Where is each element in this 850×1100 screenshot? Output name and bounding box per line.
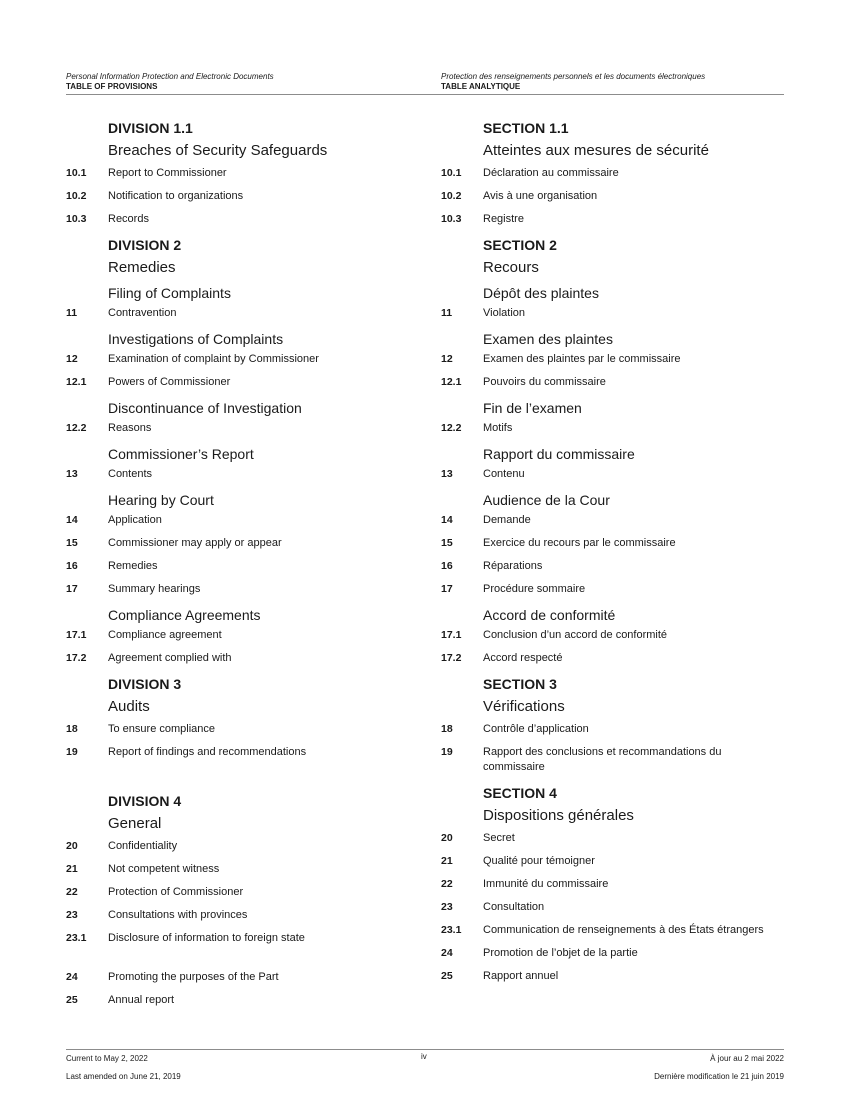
toc-item[interactable]	[66, 651, 396, 666]
section-number: 20	[66, 840, 78, 852]
subheading: Hearing by Court	[108, 492, 214, 508]
toc-item[interactable]	[66, 839, 396, 854]
section-number: 17.2	[441, 652, 462, 664]
section-label: Réparations	[483, 560, 543, 572]
subheading: Fin de l’examen	[483, 400, 582, 416]
toc-item[interactable]	[66, 352, 396, 367]
section-number: 15	[441, 537, 453, 549]
section-label: Examen des plaintes par le commissaire	[483, 353, 681, 365]
section-number: 14	[66, 514, 78, 526]
section-label: Disclosure of information to foreign state	[108, 932, 305, 944]
section-label: Summary hearings	[108, 583, 201, 595]
footer-current-en: Current to May 2, 2022	[66, 1054, 148, 1063]
section-label: Not competent witness	[108, 863, 220, 875]
subheading: Dépôt des plaintes	[483, 285, 599, 301]
section-number: 18	[441, 723, 453, 735]
section-number: 10.1	[66, 167, 87, 179]
section-number: 18	[66, 723, 78, 735]
division-heading: DIVISION 3	[108, 676, 182, 692]
division-heading: DIVISION 4	[108, 793, 182, 809]
toc-item[interactable]	[66, 421, 396, 436]
section-label: Consultations with provinces	[108, 909, 248, 921]
division-heading: SECTION 4	[483, 785, 557, 801]
section-number: 19	[66, 746, 78, 758]
toc-item[interactable]	[66, 722, 396, 737]
toc-item[interactable]	[66, 885, 396, 900]
division-title: Audits	[108, 698, 150, 715]
toc-item[interactable]	[441, 212, 771, 227]
section-number: 22	[441, 878, 453, 890]
section-number: 15	[66, 537, 78, 549]
page-number: iv	[421, 1052, 427, 1061]
section-label: Examination of complaint by Commissioner	[108, 353, 319, 365]
section-number: 16	[66, 560, 78, 572]
toc-item[interactable]	[66, 993, 396, 1008]
toc-item[interactable]	[66, 306, 396, 321]
section-number: 20	[441, 832, 453, 844]
toc-item[interactable]	[441, 467, 771, 482]
section-label: Annual report	[108, 994, 175, 1006]
section-label: Agreement complied with	[108, 652, 232, 664]
section-label: Records	[108, 213, 149, 225]
toc-item[interactable]	[441, 166, 771, 181]
section-label: Communication de renseignements à des États étrangers	[483, 924, 764, 936]
toc-item[interactable]	[66, 375, 396, 390]
section-label: Registre	[483, 213, 524, 225]
section-number: 13	[441, 468, 453, 480]
subheading: Examen des plaintes	[483, 331, 613, 347]
toc-item[interactable]	[66, 970, 396, 985]
footer-amended-en: Last amended on June 21, 2019	[66, 1072, 181, 1081]
toc-column-fr	[441, 118, 771, 992]
header-en-subtitle: TABLE OF PROVISIONS	[66, 82, 158, 91]
toc-item[interactable]	[66, 582, 396, 597]
toc-item[interactable]	[66, 908, 396, 923]
section-number: 23.1	[66, 932, 87, 944]
section-number: 11	[66, 307, 78, 319]
section-label: Commissioner may apply or appear	[108, 537, 282, 549]
toc-item[interactable]	[441, 628, 771, 643]
toc-item[interactable]	[66, 745, 396, 760]
toc-item[interactable]	[441, 831, 771, 846]
section-number: 17	[66, 583, 78, 595]
toc-item[interactable]	[66, 513, 396, 528]
section-label: Protection of Commissioner	[108, 886, 244, 898]
subheading: Audience de la Cour	[483, 492, 610, 508]
section-label: Qualité pour témoigner	[483, 855, 595, 867]
section-label: Pouvoirs du commissaire	[483, 376, 606, 388]
section-number: 10.3	[441, 213, 462, 225]
header-en-title: Personal Information Protection and Electronic Documents	[66, 72, 274, 81]
section-label: To ensure compliance	[108, 723, 216, 735]
section-label: Conclusion d’un accord de conformité	[483, 629, 668, 641]
division-title: Atteintes aux mesures de sécurité	[483, 142, 709, 159]
section-label: Report of findings and recommendations	[108, 746, 307, 758]
section-label: Demande	[483, 514, 531, 526]
division-heading: SECTION 1.1	[483, 120, 569, 136]
section-label: Rapport des conclusions et recommandations du commissaire	[483, 746, 722, 773]
section-number: 23	[441, 901, 453, 913]
section-label: Notification to organizations	[108, 190, 244, 202]
division-title: Remedies	[108, 259, 176, 276]
section-number: 12	[66, 353, 78, 365]
toc-item[interactable]	[441, 745, 771, 775]
section-number: 14	[441, 514, 453, 526]
section-number: 25	[66, 994, 78, 1006]
toc-item[interactable]	[441, 722, 771, 737]
subheading: Discontinuance of Investigation	[108, 400, 302, 416]
toc-item[interactable]	[441, 969, 771, 984]
division-heading: DIVISION 2	[108, 237, 182, 253]
section-label: Motifs	[483, 422, 513, 434]
section-label: Immunité du commissaire	[483, 878, 609, 890]
toc-item[interactable]	[441, 559, 771, 574]
section-label: Remedies	[108, 560, 158, 572]
section-label: Contenu	[483, 468, 525, 480]
toc-item[interactable]	[441, 923, 771, 938]
header-fr-title: Protection des renseignements personnels et les documents électroniques	[441, 72, 706, 81]
toc-item[interactable]	[441, 900, 771, 915]
toc-item[interactable]	[441, 513, 771, 528]
section-number: 12.2	[441, 422, 462, 434]
toc-item[interactable]	[441, 189, 771, 204]
toc-item[interactable]	[441, 582, 771, 597]
section-label: Procédure sommaire	[483, 583, 586, 595]
header-fr-subtitle: TABLE ANALYTIQUE	[441, 82, 521, 91]
section-label: Compliance agreement	[108, 629, 222, 641]
subheading: Compliance Agreements	[108, 607, 261, 623]
section-number: 12.1	[66, 376, 87, 388]
toc-item[interactable]	[441, 877, 771, 892]
section-number: 13	[66, 468, 78, 480]
header-en	[66, 72, 406, 92]
division-title: Breaches of Security Safeguards	[108, 142, 328, 159]
section-number: 23	[66, 909, 78, 921]
section-label: Violation	[483, 307, 525, 319]
toc-item[interactable]	[66, 166, 396, 181]
section-number: 12	[441, 353, 453, 365]
section-number: 10.2	[66, 190, 87, 202]
section-number: 17	[441, 583, 453, 595]
section-label: Rapport annuel	[483, 970, 559, 982]
section-label: Report to Commissioner	[108, 167, 227, 179]
toc-item[interactable]	[441, 536, 771, 551]
section-label: Confidentiality	[108, 840, 178, 852]
toc-item[interactable]	[441, 375, 771, 390]
section-number: 24	[66, 971, 78, 983]
section-number: 17.1	[66, 629, 87, 641]
section-number: 17.1	[441, 629, 462, 641]
subheading: Investigations of Complaints	[108, 331, 284, 347]
section-label: Contrôle d’application	[483, 723, 589, 735]
section-label: Avis à une organisation	[483, 190, 598, 202]
footer-amended-fr: Dernière modification le 21 juin 2019	[654, 1072, 784, 1081]
division-heading: SECTION 2	[483, 237, 557, 253]
section-label: Contravention	[108, 307, 177, 319]
header-divider	[66, 94, 784, 95]
toc-item[interactable]	[66, 189, 396, 204]
division-title: Vérifications	[483, 698, 565, 715]
toc-item[interactable]	[66, 467, 396, 482]
toc-item[interactable]	[441, 854, 771, 869]
division-heading: DIVISION 1.1	[108, 120, 193, 136]
section-label: Secret	[483, 832, 515, 844]
section-number: 12.2	[66, 422, 87, 434]
section-number: 22	[66, 886, 78, 898]
section-number: 19	[441, 746, 453, 758]
section-number: 23.1	[441, 924, 462, 936]
section-label: Déclaration au commissaire	[483, 167, 619, 179]
toc-item[interactable]	[66, 931, 396, 946]
toc-item[interactable]	[441, 651, 771, 666]
section-number: 10.3	[66, 213, 87, 225]
section-number: 12.1	[441, 376, 462, 388]
section-label: Promotion de l’objet de la partie	[483, 947, 638, 959]
section-number: 24	[441, 947, 453, 959]
subheading: Filing of Complaints	[108, 285, 231, 301]
toc-item[interactable]	[66, 862, 396, 877]
section-label: Exercice du recours par le commissaire	[483, 537, 676, 549]
subheading: Accord de conformité	[483, 607, 616, 623]
division-title: Dispositions générales	[483, 807, 634, 824]
toc-item[interactable]	[441, 421, 771, 436]
division-title: General	[108, 815, 162, 832]
section-label: Application	[108, 514, 162, 526]
section-label: Accord respecté	[483, 652, 563, 664]
section-label: Consultation	[483, 901, 545, 913]
toc-item[interactable]	[441, 306, 771, 321]
section-number: 16	[441, 560, 453, 572]
section-label: Promoting the purposes of the Part	[108, 971, 279, 983]
footer-current-fr: À jour au 2 mai 2022	[710, 1054, 784, 1063]
toc-item[interactable]	[441, 352, 771, 367]
division-heading: SECTION 3	[483, 676, 557, 692]
section-number: 10.2	[441, 190, 462, 202]
footer-divider	[66, 1049, 784, 1050]
toc-item[interactable]	[66, 628, 396, 643]
section-number: 21	[441, 855, 453, 867]
section-label: Reasons	[108, 422, 152, 434]
toc-item[interactable]	[441, 946, 771, 961]
toc-column-en	[66, 118, 396, 1016]
toc-item[interactable]	[66, 559, 396, 574]
section-label: Powers of Commissioner	[108, 376, 231, 388]
section-number: 25	[441, 970, 453, 982]
subheading: Commissioner’s Report	[108, 446, 254, 462]
section-number: 10.1	[441, 167, 462, 179]
header-fr	[441, 72, 781, 92]
toc-item[interactable]	[66, 536, 396, 551]
division-title: Recours	[483, 259, 539, 276]
section-number: 21	[66, 863, 78, 875]
section-number: 11	[441, 307, 453, 319]
subheading: Rapport du commissaire	[483, 446, 635, 462]
toc-item[interactable]	[66, 212, 396, 227]
section-number: 17.2	[66, 652, 87, 664]
section-label: Contents	[108, 468, 153, 480]
